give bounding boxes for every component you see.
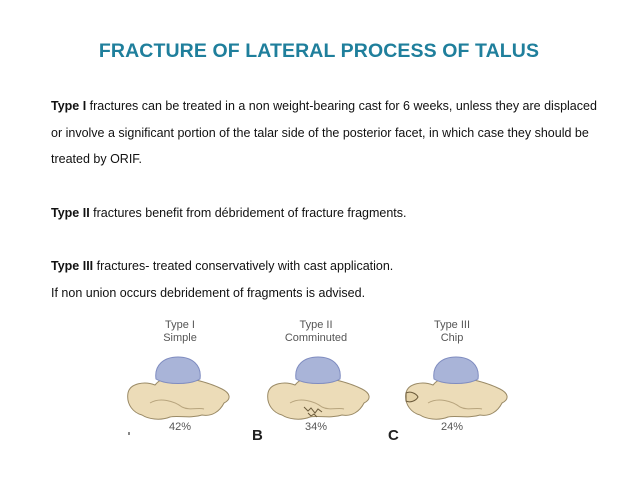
panel-letter-b: B bbox=[252, 427, 263, 444]
type2-bone-icon bbox=[268, 357, 369, 419]
type3-label: Type III bbox=[51, 259, 94, 273]
type1-paragraph bbox=[51, 93, 611, 173]
type2-percent: 34% bbox=[304, 421, 328, 433]
panel-letter-c: C bbox=[388, 427, 399, 444]
type2-paragraph bbox=[51, 200, 611, 227]
type1-heading bbox=[135, 319, 225, 345]
type1-desc: Simple bbox=[163, 332, 197, 344]
type1-percent: 42% bbox=[168, 421, 192, 433]
type3-bone-icon bbox=[406, 357, 507, 419]
type2-text: fractures benefit from débridement of fracture fragments. bbox=[89, 205, 407, 220]
type3-percent: 24% bbox=[440, 421, 464, 433]
nonunion-paragraph: If non union occurs debridement of fragments is advised. bbox=[51, 285, 366, 300]
type3-desc: Chip bbox=[440, 332, 464, 344]
type1-text: fractures can be treated in a non weight-bearing cast for 6 weeks, unless they are displaced or involve a significant portion of the talar side of the posterior facet, in which case they should be treated by ORIF. bbox=[51, 99, 597, 166]
fracture-type-figure bbox=[120, 315, 520, 450]
type3-name: Type III bbox=[433, 319, 471, 331]
type3-heading bbox=[407, 319, 497, 345]
type2-label: Type II bbox=[51, 205, 90, 220]
type1-bone-icon bbox=[128, 357, 229, 419]
type1-name: Type I bbox=[165, 319, 195, 331]
type3-paragraph bbox=[51, 253, 611, 280]
type3-text: fractures- treated conservatively with cast application. bbox=[93, 259, 394, 273]
type1-label: Type I bbox=[51, 99, 87, 113]
slide-body bbox=[51, 93, 611, 306]
type2-desc: Comminuted bbox=[284, 332, 348, 344]
type2-name: Type II bbox=[299, 319, 333, 331]
slide-title: FRACTURE OF LATERAL PROCESS OF TALUS bbox=[98, 40, 540, 62]
type2-heading bbox=[271, 319, 361, 345]
